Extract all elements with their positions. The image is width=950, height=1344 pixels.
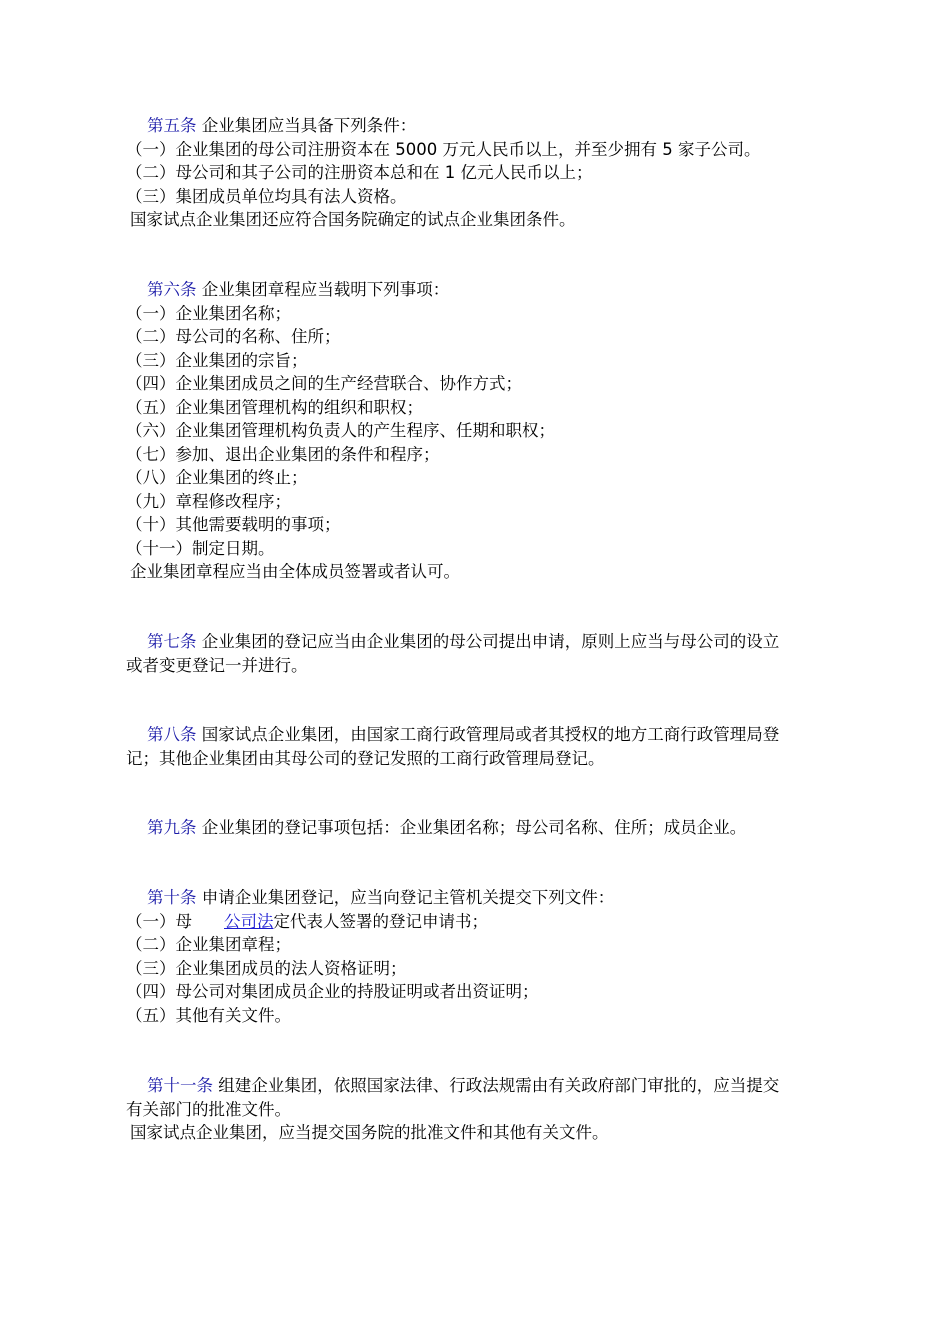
article-6-item-6: （六）企业集团管理机构负责人的产生程序、任期和职权； [126,421,555,440]
article-8-heading: 第八条 [147,725,197,744]
article-10-item-1-prefix: （一）母 [126,912,192,931]
article-11-text-1: 组建企业集团，依照国家法律、行政法规需由有关政府部门审批的，应当提交 [218,1076,780,1095]
article-11-line-1 [147,1074,847,1097]
article-5-item-1: （一）企业集团的母公司注册资本在 5000 万元人民币以上，并至少拥有 5 家子公司。 [126,140,761,159]
article-5-heading: 第五条 [147,116,197,135]
article-11-note: 国家试点企业集团，应当提交国务院的批准文件和其他有关文件。 [130,1123,609,1142]
article-10-item-5: （五）其他有关文件。 [126,1006,291,1025]
article-6-intro [147,278,847,301]
article-10-item-1-rest: 定代表人签署的登记申请书； [273,912,488,931]
article-10-item-3: （三）企业集团成员的法人资格证明； [126,959,407,978]
article-6-item-8: （八）企业集团的终止； [126,468,308,487]
article-7-line-1 [147,630,847,653]
article-8-text-1: 国家试点企业集团，由国家工商行政管理局或者其授权的地方工商行政管理局登 [201,725,780,744]
article-6-item-5: （五）企业集团管理机构的组织和职权； [126,398,423,417]
article-9-heading: 第九条 [147,818,197,837]
article-5-intro-text: 企业集团应当具备下列条件： [201,116,417,135]
article-10-item-2: （二）企业集团章程； [126,935,291,954]
article-8-line-2: 记；其他企业集团由其母公司的登记发照的工商行政管理局登记。 [126,749,605,768]
article-10-intro-text: 申请企业集团登记，应当向登记主管机关提交下列文件： [201,888,615,907]
article-6-item-7: （七）参加、退出企业集团的条件和程序； [126,445,440,464]
article-10-item-4: （四）母公司对集团成员企业的持股证明或者出资证明； [126,982,539,1001]
article-5-intro [147,114,847,137]
article-6-item-2: （二）母公司的名称、住所； [126,327,341,346]
article-6-heading: 第六条 [147,280,197,299]
article-11-line-2: 有关部门的批准文件。 [126,1100,291,1119]
article-5-note: 国家试点企业集团还应符合国务院确定的试点企业集团条件。 [130,210,576,229]
article-7-heading: 第七条 [147,632,197,651]
article-6-intro-text: 企业集团章程应当载明下列事项： [201,280,450,299]
article-5-item-3: （三）集团成员单位均具有法人资格。 [126,187,407,206]
article-10-item-1 [126,910,826,933]
article-8-line-1 [147,723,847,746]
article-6-item-1: （一）企业集团名称； [126,304,291,323]
article-9-text: 企业集团的登记事项包括：企业集团名称；母公司名称、住所；成员企业。 [201,818,747,837]
article-7-text-1: 企业集团的登记应当由企业集团的母公司提出申请，原则上应当与母公司的设立 [201,632,780,651]
article-10-intro [147,886,847,909]
company-law-link[interactable]: 公司法 [224,912,274,931]
article-5-item-2: （二）母公司和其子公司的注册资本总和在 1 亿元人民币以上； [126,163,593,182]
article-11-heading: 第十一条 [147,1076,213,1095]
article-6-item-9: （九）章程修改程序； [126,492,291,511]
article-7-line-2: 或者变更登记一并进行。 [126,656,308,675]
article-6-note: 企业集团章程应当由全体成员签署或者认可。 [130,562,460,581]
article-9-line [147,816,847,839]
article-6-item-4: （四）企业集团成员之间的生产经营联合、协作方式； [126,374,522,393]
article-10-heading: 第十条 [147,888,197,907]
article-6-item-11: （十一）制定日期。 [126,539,275,558]
article-6-item-10: （十）其他需要载明的事项； [126,515,341,534]
article-6-item-3: （三）企业集团的宗旨； [126,351,308,370]
